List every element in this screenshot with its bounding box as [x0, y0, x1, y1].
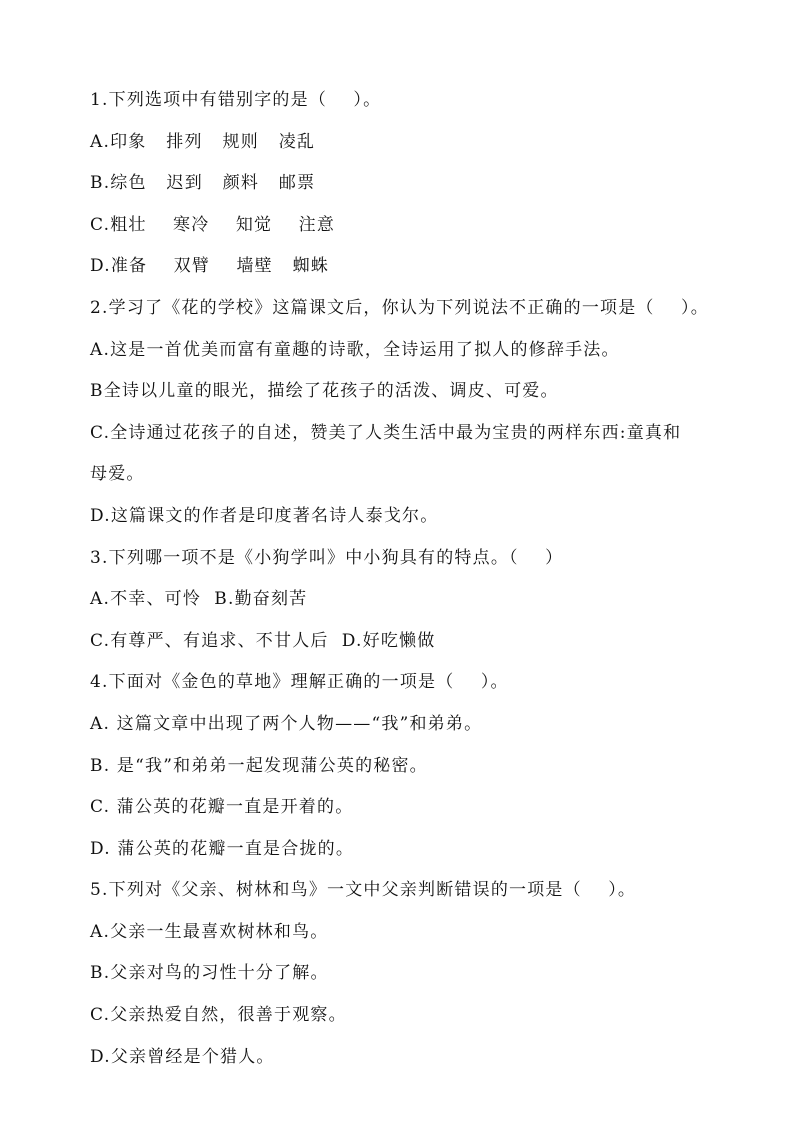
question-2-title: 2.学习了《花的学校》这篇课文后，你认为下列说法不正确的一项是（ ）。	[90, 297, 709, 318]
question-4-option-a: A. 这篇文章中出现了两个人物——“我”和弟弟。	[90, 713, 483, 734]
question-1-title: 1.下列选项中有错别字的是（ ）。	[90, 90, 382, 110]
question-2-option-c-continued: 母爱。	[90, 464, 145, 485]
question-3-title: 3.下列哪一项不是《小狗学叫》中小狗具有的特点。（ ）	[90, 547, 564, 568]
question-5-title: 5.下列对《父亲、树林和鸟》一文中父亲判断错误的一项是（ ）。	[90, 880, 637, 901]
question-1-option-d: D.准备 双臂 墙壁 蜘蛛	[90, 256, 330, 277]
question-2-option-c: C.全诗通过花孩子的自述，赞美了人类生活中最为宝贵的两样东西:童真和	[90, 422, 682, 443]
question-2-option-a: A.这是一首优美而富有童趣的诗歌，全诗运用了拟人的修辞手法。	[90, 339, 620, 360]
question-2-option-b: B全诗以儿童的眼光，描绘了花孩子的活泼、调皮、可爱。	[90, 381, 559, 402]
question-4-option-b: B. 是“我”和弟弟一起发现蒲公英的秘密。	[90, 755, 428, 776]
question-2-option-d: D.这篇课文的作者是印度著名诗人泰戈尔。	[90, 505, 439, 526]
question-1-option-a: A.印象 排列 规则 凌乱	[90, 131, 316, 152]
question-1-option-c: C.粗壮 寒冷 知觉 注意	[90, 214, 336, 235]
question-3-options-ab: A.不幸、可怜 B.勤奋刻苦	[90, 589, 308, 610]
question-4-title: 4.下面对《金色的草地》理解正确的一项是（ ）。	[90, 672, 509, 693]
question-5-option-d: D.父亲曾经是个猎人。	[90, 1046, 275, 1067]
question-4-option-d: D. 蒲公英的花瓣一直是合拢的。	[90, 838, 355, 859]
question-1-option-b: B.综色 迟到 颜料 邮票	[90, 173, 316, 194]
question-5-option-a: A.父亲一生最喜欢树林和鸟。	[90, 921, 329, 942]
question-5-option-c: C.父亲热爱自然，很善于观察。	[90, 1005, 347, 1026]
question-5-option-b: B.父亲对鸟的习性十分了解。	[90, 963, 329, 984]
question-list	[90, 80, 730, 1078]
question-3-options-cd: C.有尊严、有追求、不甘人后 D.好吃懒做	[90, 630, 436, 651]
question-4-option-c: C. 蒲公英的花瓣一直是开着的。	[90, 797, 354, 818]
